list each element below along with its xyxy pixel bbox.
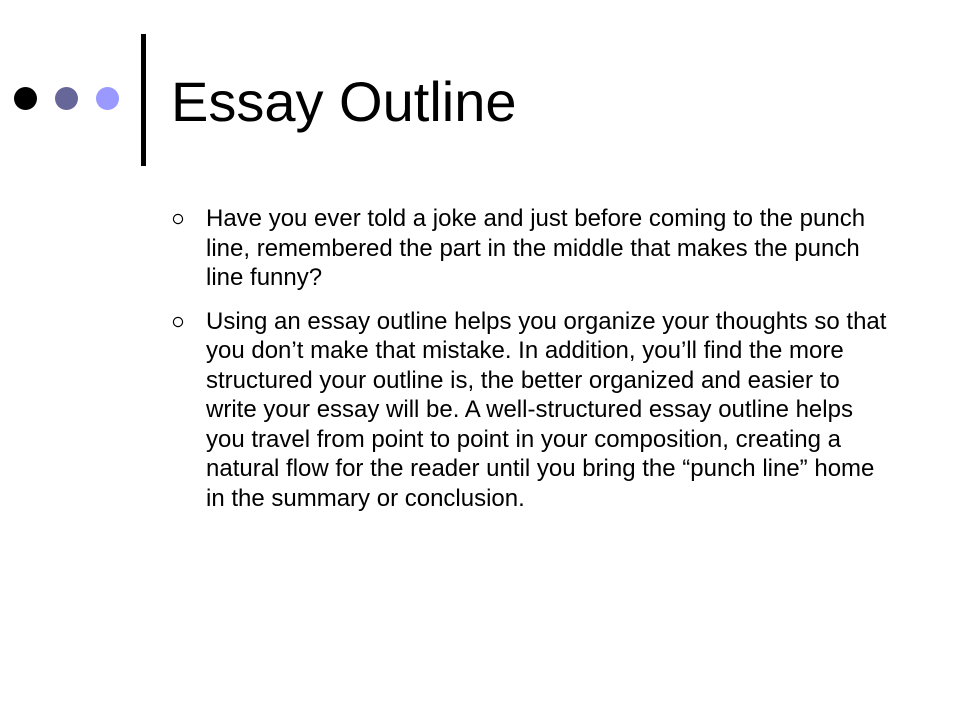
accent-dot-lavender — [96, 87, 119, 110]
title-divider — [141, 34, 146, 166]
bullet-list — [172, 204, 892, 527]
bullet-text: Have you ever told a joke and just before coming to the punch line, remembered the part in the middle that makes the punch line funny? — [206, 205, 866, 291]
bullet-item — [172, 204, 892, 293]
slide-title: Essay Outline — [171, 70, 517, 133]
accent-dot-black — [14, 87, 37, 110]
bullet-item — [172, 307, 892, 514]
accent-dot-slate — [55, 87, 78, 110]
accent-dots — [14, 86, 137, 110]
circle-bullet-icon — [172, 213, 184, 225]
bullet-text: Using an essay outline helps you organize your thoughts so that you don’t make that mistake. In addition, you’ll find the more structured your outline is, the better organized and easier to write your essay will be. A well-structured essay outline helps you travel from point to point in your composition, creating a natural flow for the reader until you bring the “punch line” home in the summary or conclusion. — [206, 307, 887, 512]
circle-bullet-icon — [172, 316, 184, 328]
